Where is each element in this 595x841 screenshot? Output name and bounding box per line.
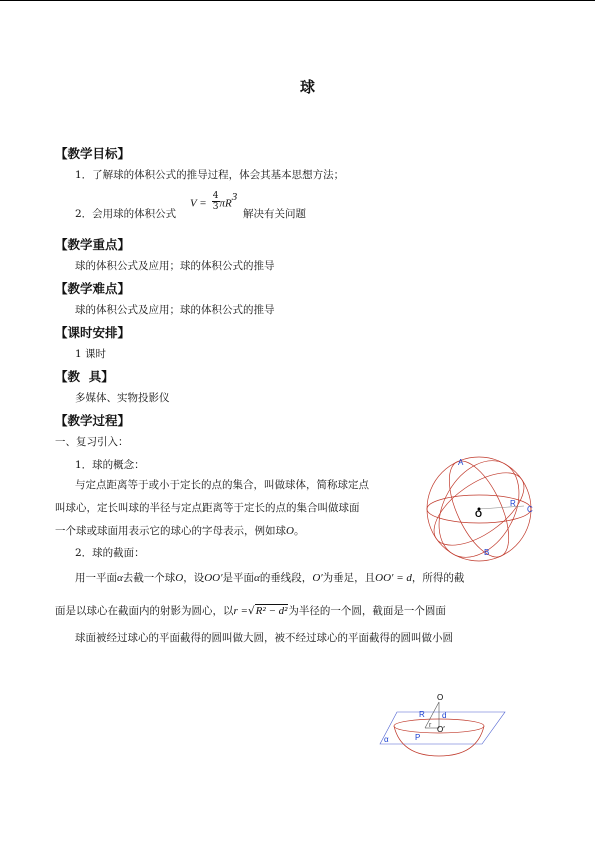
sec2-text-b: 为半径的一个圆，截面是一个圆面: [288, 605, 446, 617]
label-o: O: [475, 509, 483, 519]
schedule-text: 1 课时: [75, 348, 107, 360]
concept-line-3-prefix: 一个球或球面用表示它的球心的字母表示，例如球: [55, 525, 286, 537]
section-line-2: 面是以球心在截面内的射影为圆心，以r =√R² − d²为半径的一个圆，截面是一个圆面: [55, 605, 446, 617]
formula-exponent: 3: [231, 191, 238, 203]
sec-text-f: 为垂足，且: [322, 572, 376, 584]
sphere-meridian-2: [423, 452, 536, 562]
sec-text-a: 用一平面: [75, 572, 117, 584]
section-line-3: 球面被经过球心的平面截得的圆叫做大圆，被不经过球心的平面截得的圆叫做小圆: [75, 632, 453, 644]
sec-text-c: ，设: [183, 572, 205, 584]
formula-fraction: [212, 191, 220, 212]
section-figure: [377, 690, 512, 770]
sec-text-b: 去截一个球: [122, 572, 176, 584]
page-title: 球: [300, 78, 316, 96]
concept-line-1: 与定点距离等于或小于定长的点的集合，叫做球体，简称球定点: [75, 479, 369, 491]
formula-lhs: V =: [190, 197, 207, 210]
formula-rhs: πR: [219, 197, 232, 210]
label-c: C: [527, 505, 533, 514]
goals-item-2-suffix: 解决有关问题: [243, 208, 306, 220]
label-o-prime: O′: [437, 725, 445, 734]
label-o-2: O: [437, 693, 444, 702]
sec2-r-eq: r =: [233, 605, 248, 617]
tools-text: 多媒体、实物投影仪: [75, 392, 170, 404]
label-r: R: [510, 499, 516, 508]
label-d: d: [442, 711, 447, 720]
formula-numerator: 4: [212, 191, 219, 202]
label-p: P: [415, 733, 421, 742]
section-line-1: [75, 571, 464, 585]
volume-formula: [190, 191, 237, 212]
sec-var-o: O: [175, 572, 184, 584]
sphere-figure: [416, 452, 556, 562]
label-alpha: α: [384, 735, 389, 744]
process-step-1: 一、复习引入：: [55, 436, 129, 448]
sec-alpha: α: [117, 572, 123, 584]
top-border-line: [0, 0, 595, 1]
label-r-big: R: [419, 710, 425, 719]
sec-equation: OO′ = d: [375, 572, 412, 584]
label-a: A: [458, 458, 464, 467]
label-r-small: r: [429, 722, 432, 729]
difficulties-heading: 【教学难点】: [55, 281, 131, 296]
goals-item-1: 1．了解球的体积公式的推导过程，体会其基本思想方法；: [75, 169, 345, 181]
concept-line-2: 叫球心，定长叫球的半径与定点距离等于定长的点的集合叫做球面: [55, 502, 360, 514]
concept-line-3-suffix: 。: [293, 525, 305, 537]
goals-item-2-prefix: 2．会用球的体积公式: [75, 208, 177, 220]
sec-text-d: 是平面: [222, 572, 255, 584]
section-title: 2．球的截面：: [75, 547, 145, 559]
concept-line-3: [55, 524, 304, 538]
key-points-heading: 【教学重点】: [55, 237, 131, 252]
sec2-text-a: 面是以球心在截面内的射影为圆心，以: [55, 605, 234, 617]
label-b: B: [484, 548, 490, 557]
concept-var-o: O: [286, 525, 294, 537]
concept-title: 1．球的概念：: [75, 459, 145, 471]
sec-text-e: 的垂线段，: [259, 572, 313, 584]
sec-oo-prime: OO′: [204, 572, 223, 584]
formula-denominator: 3: [212, 202, 219, 213]
key-points-text: 球的体积公式及应用；球的体积公式的推导: [75, 260, 275, 272]
sec-o-prime: O′: [312, 572, 323, 584]
difficulties-text: 球的体积公式及应用；球的体积公式的推导: [75, 304, 275, 316]
sec-text-g: ，所得的截: [411, 572, 465, 584]
tools-heading: 【教 具】: [55, 369, 114, 384]
sec-alpha-2: α: [254, 572, 260, 584]
sphere-outlines: [422, 452, 536, 562]
process-heading: 【教学过程】: [55, 413, 131, 428]
sec2-sqrt: R² − d²: [255, 605, 288, 617]
schedule-heading: 【课时安排】: [55, 325, 131, 340]
goals-heading: 【教学目标】: [55, 146, 131, 161]
